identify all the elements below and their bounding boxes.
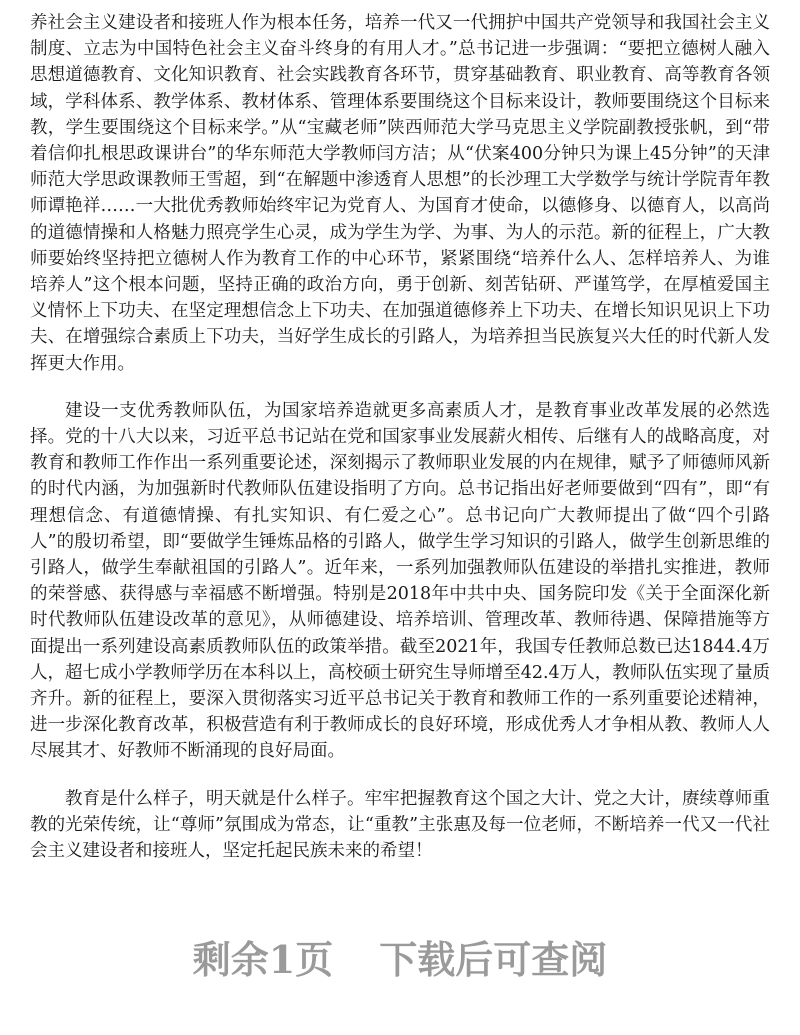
paragraph-1: 养社会主义建设者和接班人作为根本任务，培养一代又一代拥护中国共产党领导和我国社会主义制度、立志为中国特色社会主义奋斗终身的有用人才。”总书记进一步强调：“要把立德树人融入思想道德教育、文化知识教育、社会实践教育各环节，贯穿基础教育、职业教育、高等教育各领域，学科体系、教学体系、教材体系、管理体系要围绕这个目标来设计，教师要围绕这个目标来教，学生要围绕这个目标来学。”从“宝藏老师”陕西师范大学马克思主义学院副教授张帆，到“带着信仰扎根思政课讲台”的华东师范大学教师闫方洁；从“伏案400分钟只为课上45分钟”的天津师范大学思政课教师王雪超，到“在解题中渗透育人思想”的长沙理工大学数学与统计学院青年教师谭艳祥……一大批优秀教师始终牢记为党育人、为国育才使命，以德修身、以德育人，以高尚的道德情操和人格魅力照亮学生心灵，成为学生为学、为事、为人的示范。新的征程上，广大教师要始终坚持把立德树人作为教育工作的中心环节，紧紧围绕“培养什么人、怎样培养人、为谁培养人”这个根本问题，坚持正确的政治方向，勇于创新、刻苦钻研、严谨笃学，在厚植爱国主义情怀上下功夫、在坚定理想信念上下功夫、在加强道德修养上下功夫、在增长知识见识上下功夫、在增强综合素质上下功夫，当好学生成长的引路人，为培养担当民族复兴大任的时代新人发挥更大作用。 xyxy=(30,13,770,374)
remaining-pages-label: 剩余1页 xyxy=(192,937,334,982)
download-notice[interactable] xyxy=(0,930,800,990)
paragraph-2: 建设一支优秀教师队伍，为国家培养造就更多高素质人才，是教育事业改革发展的必然选择。党的十八大以来，习近平总书记站在党和国家事业发展薪火相传、后继有人的战略高度，对教育和教师工作作出一系列重要论述，深刻揭示了教师职业发展的内在规律，赋予了师德师风新的时代内涵，为加强新时代教师队伍建设指明了方向。总书记指出好老师要做到“四有”，即“有理想信念、有道德情操、有扎实知识、有仁爱之心”。总书记向广大教师提出了做“四个引路人”的殷切希望，即“要做学生锤炼品格的引路人，做学生学习知识的引路人，做学生创新思维的引路人，做学生奉献祖国的引路人”。近年来，一系列加强教师队伍建设的举措扎实推进，教师的荣誉感、获得感与幸福感不断增强。特别是2018年中共中央、国务院印发《关于全面深化新时代教师队伍建设改革的意见》，从师德建设、培养培训、管理改革、教师待遇、保障措施等方面提出一系列建设高素质教师队伍的政策举措。截至2021年，我国专任教师总数已达1844.4万人，超七成小学教师学历在本科以上，高校硕士研究生导师增至42.4万人，教师队伍实现了量质齐升。新的征程上，要深入贯彻落实习近平总书记关于教育和教师工作的一系列重要论述精神，进一步深化教育改革，积极营造有利于教师成长的良好环境，形成优秀人才争相从教、教师人人尽展其才、好教师不断涌现的良好局面。 xyxy=(30,400,770,762)
paragraph-3: 教育是什么样子，明天就是什么样子。牢牢把握教育这个国之大计、党之大计，赓续尊师重教的光荣传统，让“尊师”氛围成为常态，让“重教”主张惠及每一位老师，不断培养一代又一代社会主义建设者和接班人，坚定托起民族未来的希望！ xyxy=(30,788,770,862)
download-hint-label: 下载后可查阅 xyxy=(379,937,608,982)
article-body xyxy=(30,10,770,864)
